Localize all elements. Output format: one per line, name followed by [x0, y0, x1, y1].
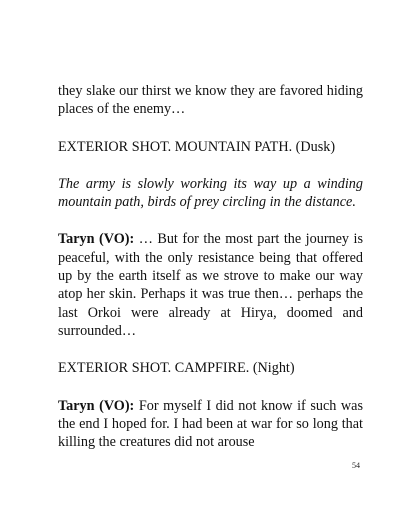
speaker-label: Taryn (VO):: [58, 231, 135, 248]
page-body: [58, 82, 363, 451]
scene-heading-campfire: EXTERIOR SHOT. CAMPFIRE. (Night): [58, 360, 295, 377]
dialogue-text: … But for the most part the journey is peaceful, with the only resistance being that offered up by the earth itself as we strove to make our way atop her skin. Perhaps it was true then… perhaps the last Orkoi were already at Hirya, doomed and surrounded…: [58, 231, 363, 339]
speaker-label: Taryn (VO):: [58, 397, 135, 414]
dialogue-paragraph: [58, 230, 363, 340]
stage-direction: The army is slowly working its way up a winding mountain path, birds of prey circling in the distance.: [58, 175, 363, 211]
page-number: 54: [352, 461, 360, 470]
dialogue-paragraph: [58, 397, 363, 452]
dialogue-text: For myself I did not know if such was the end I hoped for. I had been at war for so long that killing the creatures did not arouse: [58, 397, 363, 451]
prose-paragraph: they slake our thirst we know they are favored hiding places of the enemy…: [58, 83, 363, 118]
scene-heading-mountain-path: EXTERIOR SHOT. MOUNTAIN PATH. (Dusk): [58, 138, 336, 155]
